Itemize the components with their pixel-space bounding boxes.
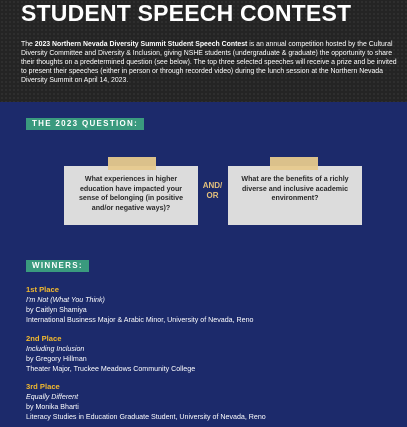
intro-paragraph [21,40,399,85]
question-heading: THE 2023 QUESTION: [26,118,144,130]
speech-title: Equally Different [26,393,79,401]
speech-author: by Gregory Hillman [26,355,87,363]
author-details: International Business Major & Arabic Minor, University of Nevada, Reno [26,316,254,324]
tape-decoration-right [270,157,318,170]
winner-third-place [26,382,386,422]
winner-second-place [26,334,386,374]
tape-decoration-left [108,157,156,170]
question-1-text: What experiences in higher education have impacted your sense of belonging (in positive and/or negative ways)? [78,175,184,212]
winner-place: 1st Place [26,285,59,294]
speech-title: I'm Not (What You Think) [26,296,105,304]
author-details: Theater Major, Truckee Meadows Community College [26,365,196,373]
winner-first-place [26,285,386,325]
question-card-1 [64,166,198,225]
winners-heading: WINNERS: [26,260,89,272]
question-2-text: What are the benefits of a richly diverse and inclusive academic environment? [241,175,349,203]
speech-author: by Monika Bharti [26,403,79,411]
author-details: Literacy Studies in Education Graduate Student, University of Nevada, Reno [26,413,266,421]
and-label: AND/ [202,181,223,190]
winner-place: 3rd Place [26,382,60,391]
page-title: STUDENT SPEECH CONTEST [21,0,352,26]
winner-place: 2nd Place [26,334,62,343]
intro-prefix: The [21,41,35,48]
intro-contest-name: 2023 Northern Nevada Diversity Summit Student Speech Contest [34,41,248,48]
speech-title: Including Inclusion [26,345,85,353]
speech-author: by Caitlyn Shamiya [26,306,87,314]
intro-body: is an annual competition hosted by the Cultural Diversity Committee and Diversity & Inclusion, giving NSHE students (undergraduate & graduate) the opportunity to share their thoughts on a predetermined question (see below). The top three selected speeches will receive a prize and be invited to present their speeches (either in person or through recorded video) during the lunch session at the Northern Nevada Diversity Summit on April 14, 2023. [21,41,397,85]
or-label: OR [206,191,219,200]
question-card-2 [228,166,362,225]
and-or-label [198,181,227,201]
